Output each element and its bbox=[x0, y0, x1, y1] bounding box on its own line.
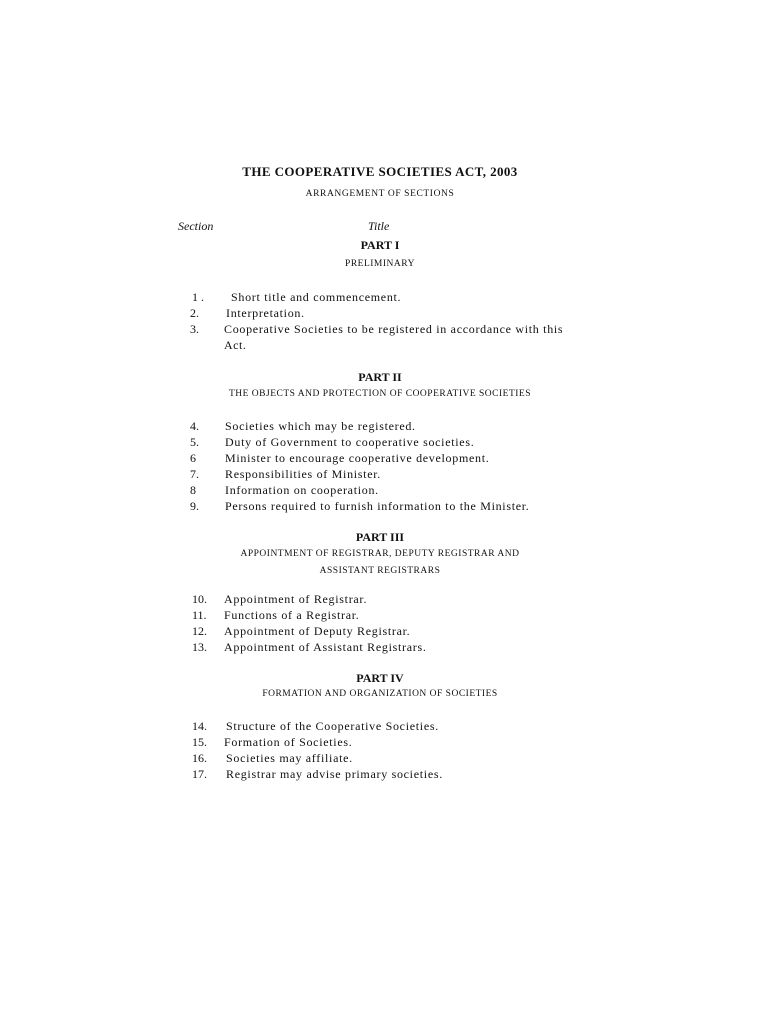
section-number: 10. bbox=[192, 592, 207, 606]
section-title: Cooperative Societies to be registered in accordance with this bbox=[224, 322, 564, 336]
part-subheading: ASSISTANT REGISTRARS bbox=[319, 566, 441, 576]
part-subheading: APPOINTMENT OF REGISTRAR, DEPUTY REGISTRAR AND bbox=[240, 549, 520, 559]
part-subheading: THE OBJECTS AND PROTECTION OF COOPERATIVE SOCIETIES bbox=[228, 389, 532, 399]
section-title: Interpretation. bbox=[226, 306, 305, 320]
section-title: Formation of Societies. bbox=[224, 735, 353, 749]
section-number: 13. bbox=[192, 640, 207, 654]
section-title: Appointment of Deputy Registrar. bbox=[224, 624, 411, 638]
section-title: Minister to encourage cooperative development. bbox=[225, 451, 490, 465]
section-number: 8 bbox=[190, 483, 196, 497]
part-heading: PART I bbox=[360, 238, 400, 252]
section-number: 16. bbox=[192, 751, 207, 765]
section-title: Functions of a Registrar. bbox=[224, 608, 360, 622]
arrangement-subtitle: ARRANGEMENT OF SECTIONS bbox=[305, 189, 455, 199]
section-number: 15. bbox=[192, 735, 207, 749]
act-title: THE COOPERATIVE SOCIETIES ACT, 2003 bbox=[242, 164, 518, 179]
section-number: 11. bbox=[192, 608, 207, 622]
section-title: Registrar may advise primary societies. bbox=[226, 767, 443, 781]
part-heading: PART IV bbox=[356, 671, 404, 685]
section-title: Information on cooperation. bbox=[225, 483, 379, 497]
section-title: Appointment of Registrar. bbox=[224, 592, 368, 606]
section-column-header: Section bbox=[178, 219, 214, 233]
section-number: 1 . bbox=[192, 290, 204, 304]
section-title: Short title and commencement. bbox=[231, 290, 402, 304]
part-heading: PART II bbox=[358, 370, 402, 384]
section-number: 7. bbox=[190, 467, 199, 481]
section-number: 4. bbox=[190, 419, 199, 433]
section-number: 2. bbox=[190, 306, 199, 320]
section-title-continuation: Act. bbox=[224, 338, 247, 352]
section-number: 5. bbox=[190, 435, 199, 449]
part-heading: PART III bbox=[355, 530, 405, 544]
section-number: 14. bbox=[192, 719, 207, 733]
section-title: Persons required to furnish information to the Minister. bbox=[225, 499, 530, 513]
section-number: 6 bbox=[190, 451, 196, 465]
section-number: 9. bbox=[190, 499, 199, 513]
section-title: Societies may affiliate. bbox=[226, 751, 353, 765]
section-title: Appointment of Assistant Registrars. bbox=[224, 640, 427, 654]
section-number: 17. bbox=[192, 767, 207, 781]
section-title: Structure of the Cooperative Societies. bbox=[226, 719, 439, 733]
title-column-header: Title bbox=[368, 219, 390, 233]
section-number: 12. bbox=[192, 624, 207, 638]
section-title: Responsibilities of Minister. bbox=[225, 467, 381, 481]
part-subheading: FORMATION AND ORGANIZATION OF SOCIETIES bbox=[262, 689, 498, 699]
section-title: Societies which may be registered. bbox=[225, 419, 416, 433]
part-subheading: PRELIMINARY bbox=[345, 259, 415, 269]
section-title: Duty of Government to cooperative societies. bbox=[225, 435, 475, 449]
section-number: 3. bbox=[190, 322, 199, 336]
